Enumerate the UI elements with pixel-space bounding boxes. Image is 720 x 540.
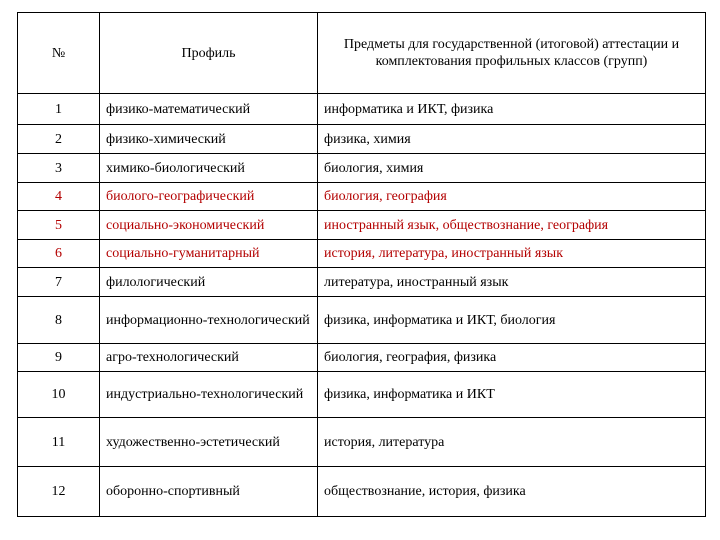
row-num: 5 bbox=[18, 211, 100, 240]
row-subjects: биология, география bbox=[318, 183, 706, 211]
row-subjects: физика, информатика и ИКТ bbox=[318, 372, 706, 418]
header-subjects: Предметы для государственной (итоговой) аттестации и комплектования профильных классов (групп) bbox=[318, 13, 706, 94]
row-num: 2 bbox=[18, 125, 100, 154]
row-subjects: история, литература bbox=[318, 418, 706, 467]
table-row bbox=[18, 125, 706, 154]
row-profile: биолого-географический bbox=[100, 183, 318, 211]
row-profile: художественно-эстетический bbox=[100, 418, 318, 467]
row-subjects: иностранный язык, обществознание, география bbox=[318, 211, 706, 240]
row-profile: агро-технологический bbox=[100, 344, 318, 372]
row-subjects: история, литература, иностранный язык bbox=[318, 240, 706, 268]
table-row-highlighted bbox=[18, 183, 706, 211]
table-row bbox=[18, 467, 706, 517]
row-num: 8 bbox=[18, 297, 100, 344]
row-num: 7 bbox=[18, 268, 100, 297]
row-num: 9 bbox=[18, 344, 100, 372]
row-num: 10 bbox=[18, 372, 100, 418]
table-row-highlighted bbox=[18, 240, 706, 268]
table-row bbox=[18, 344, 706, 372]
row-num: 6 bbox=[18, 240, 100, 268]
table-row bbox=[18, 154, 706, 183]
profiles-table bbox=[17, 12, 706, 517]
table-row bbox=[18, 418, 706, 467]
row-num: 4 bbox=[18, 183, 100, 211]
table-row-highlighted bbox=[18, 211, 706, 240]
row-profile: социально-экономический bbox=[100, 211, 318, 240]
row-profile: социально-гуманитарный bbox=[100, 240, 318, 268]
row-num: 1 bbox=[18, 94, 100, 125]
row-profile: индустриально-технологический bbox=[100, 372, 318, 418]
row-num: 12 bbox=[18, 467, 100, 517]
row-profile: физико-химический bbox=[100, 125, 318, 154]
table-row bbox=[18, 297, 706, 344]
row-profile: филологический bbox=[100, 268, 318, 297]
row-num: 11 bbox=[18, 418, 100, 467]
row-profile: физико-математический bbox=[100, 94, 318, 125]
row-subjects: литература, иностранный язык bbox=[318, 268, 706, 297]
table-row bbox=[18, 94, 706, 125]
table-row bbox=[18, 372, 706, 418]
row-subjects: биология, химия bbox=[318, 154, 706, 183]
row-subjects: информатика и ИКТ, физика bbox=[318, 94, 706, 125]
row-num: 3 bbox=[18, 154, 100, 183]
row-profile: оборонно-спортивный bbox=[100, 467, 318, 517]
row-subjects: биология, география, физика bbox=[318, 344, 706, 372]
header-num: № bbox=[18, 13, 100, 94]
header-profile: Профиль bbox=[100, 13, 318, 94]
table-row bbox=[18, 268, 706, 297]
row-subjects: физика, химия bbox=[318, 125, 706, 154]
row-subjects: физика, информатика и ИКТ, биология bbox=[318, 297, 706, 344]
header-row bbox=[18, 13, 706, 94]
row-subjects: обществознание, история, физика bbox=[318, 467, 706, 517]
row-profile: информационно-технологический bbox=[100, 297, 318, 344]
row-profile: химико-биологический bbox=[100, 154, 318, 183]
